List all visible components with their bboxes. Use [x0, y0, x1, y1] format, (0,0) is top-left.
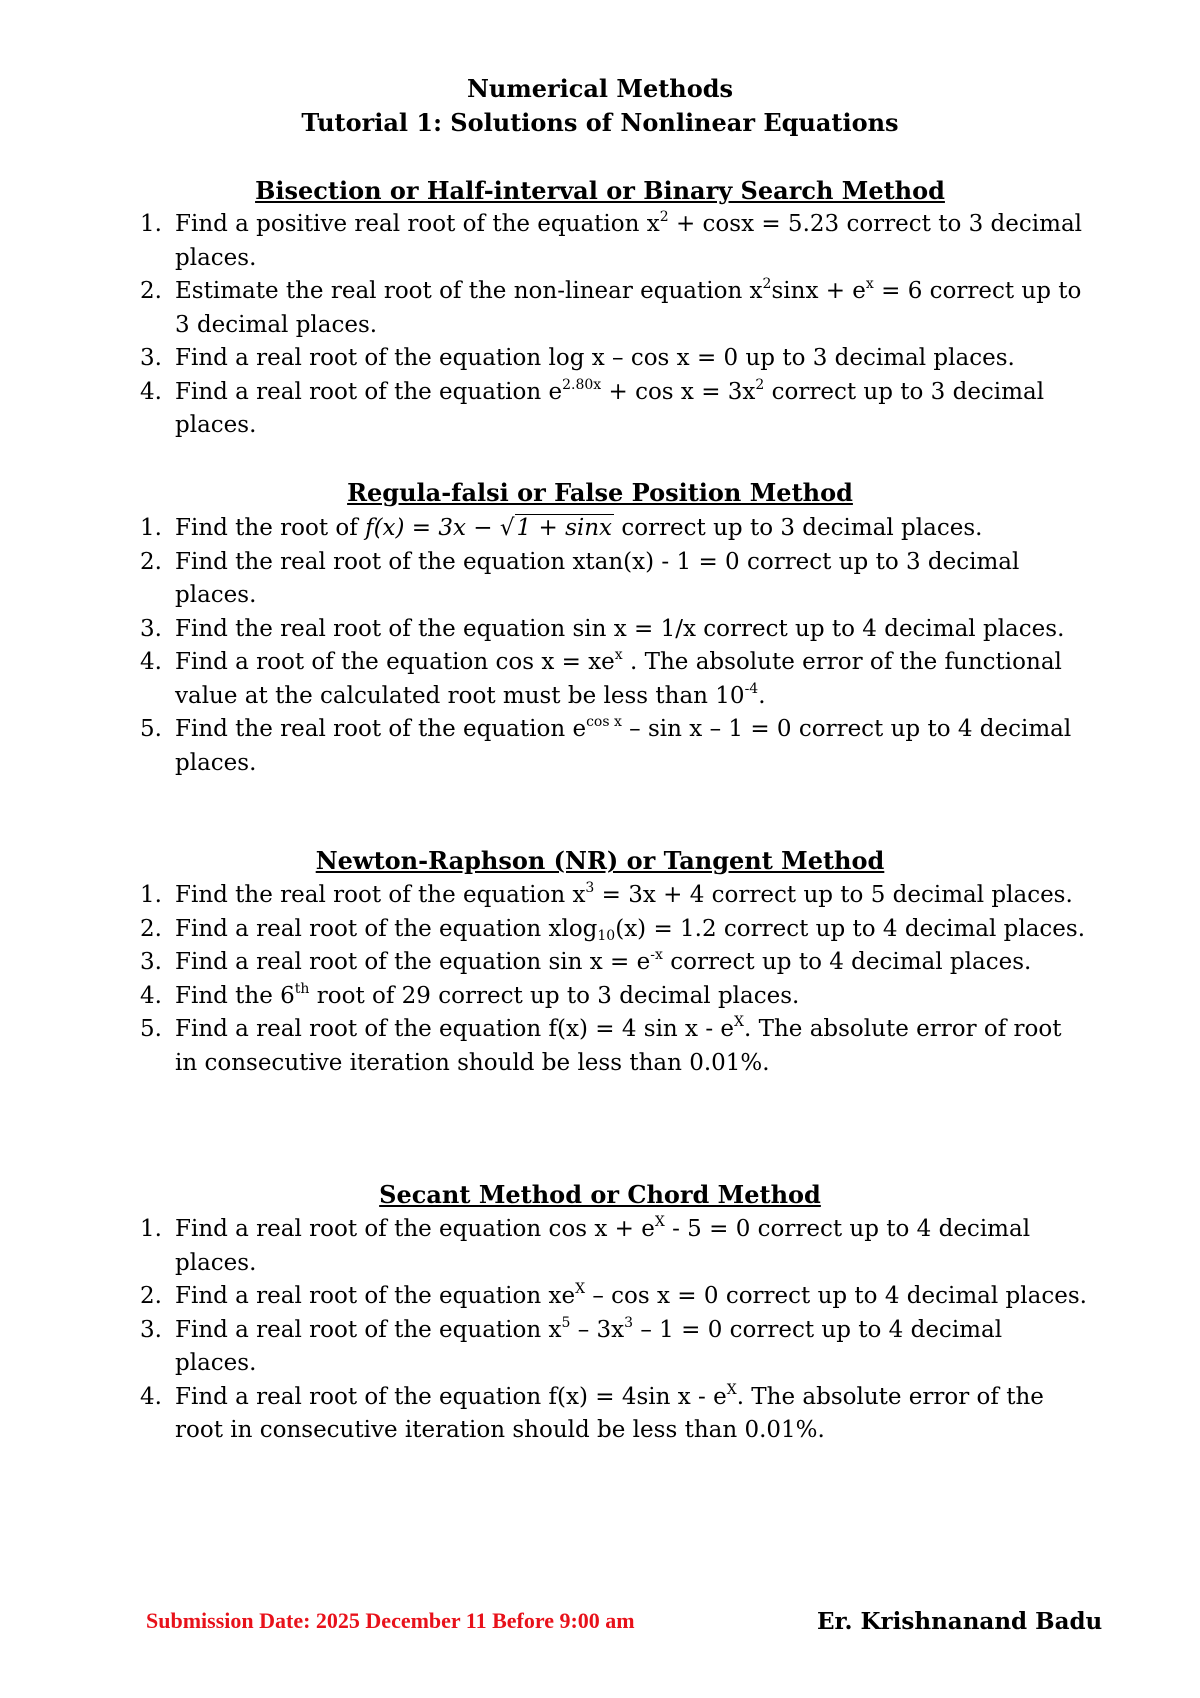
question-number: 4. — [140, 1383, 162, 1410]
question-item: 1. Find a real root of the equation $\cos x + e^X - 5 = 0$ correct up to 4 decimal places. — [140, 1214, 1031, 1276]
bisection-question-list — [140, 208, 1090, 443]
question-number: 2. — [140, 278, 162, 304]
section-heading-newton-raphson: Newton-Raphson (NR) or Tangent Method — [315, 846, 885, 875]
question-number: 1. — [140, 1216, 162, 1242]
question-item: 1. Find the real root of the equation $x^3 = 3x + 4$ correct up to 5 decimal places. — [140, 879, 1090, 913]
tutorial-title: Tutorial 1: Solutions of Nonlinear Equations — [301, 108, 899, 137]
math-expression: f(x) = 3x − √ — [365, 515, 515, 541]
section-heading-bisection: Bisection or Half-interval or Binary Search Method — [255, 176, 945, 205]
square-root-radicand: 1 + sinx — [516, 515, 613, 541]
question-item: 1. Find the root of f(x) = 3x − √1 + sinx correct up to 3 decimal places. — [140, 512, 1090, 546]
question-number: 3. — [140, 949, 162, 975]
question-number: 5. — [140, 1016, 162, 1042]
question-item: 3. Find the real root of the equation sin x = 1/x correct up to 4 decimal places. — [140, 613, 1090, 647]
question-number: 1. — [140, 211, 162, 237]
section-heading-secant: Secant Method or Chord Method — [379, 1180, 821, 1209]
question-item: 2. Find the real root of the equation xtan(x) - 1 = 0 correct up to 3 decimal places. — [140, 546, 1090, 613]
question-item: 4. Find a real root of the equation $e^{2.80x} + \cos x = 3x^2$ correct up to 3 decimal places. — [140, 376, 1045, 438]
question-number: 2. — [140, 1283, 162, 1309]
question-item: 4. Find a real root of the equation f(x) = 4sin x - $e^X$. The absolute error of the root in consecutive iteration should be less than 0.01%. — [140, 1381, 1044, 1443]
question-number: 1. — [140, 515, 162, 541]
submission-date: Submission Date: 2025 December 11 Before 9:00 am — [146, 1608, 635, 1633]
course-title: Numerical Methods — [466, 74, 734, 103]
question-number: 2. — [140, 915, 162, 942]
question-number: 3. — [140, 345, 162, 371]
question-number: 3. — [140, 615, 162, 642]
regula-falsi-question-list — [140, 512, 1090, 780]
question-item: 5. Find the real root of the equation $e^{cos x} - \sin x - 1 = 0$ correct up to 4 decimal places. — [140, 714, 1072, 776]
question-item: 4. Find the 6th root of 29 correct up to 3 decimal places. — [140, 980, 1090, 1014]
question-item: 5. Find a real root of the equation f(x) = 4 sin x - $e^X$. The absolute error of root in consecutive iteration should be less than 0.01%. — [140, 1014, 1062, 1076]
question-item: 1. Find a positive real root of the equation $x^2 + \cos x = 5.23$ correct to 3 decimal places. — [140, 209, 1083, 271]
question-number: 4. — [140, 649, 162, 675]
question-number: 4. — [140, 378, 162, 405]
question-item: 4. Find a root of the equation $\cos x = xe^x$ . The absolute error of the functional value at the calculated root must be less than $10^{-4}$. — [140, 647, 1062, 709]
question-item: 3. Find a real root of the equation log x – cos x = 0 up to 3 decimal places. — [140, 342, 1090, 376]
question-number: 4. — [140, 982, 162, 1009]
newton-raphson-question-list — [140, 879, 1090, 1080]
author-name: Er. Krishnanand Badu — [817, 1608, 1103, 1635]
question-item: 2. Estimate the real root of the non-linear equation $x^2\sin x + e^x = 6$ correct up to 3 decimal places. — [140, 276, 1082, 338]
question-item: 2. Find a real root of the equation xlog$_{10}$(x) = 1.2 correct up to 4 decimal places. — [140, 913, 1090, 947]
question-item: 2. Find a real root of the equation $xe^X - \cos x = 0$ correct up to 4 decimal places. — [140, 1280, 1090, 1314]
question-number: 5. — [140, 716, 162, 742]
question-number: 2. — [140, 548, 162, 575]
question-item: 3. Find a real root of the equation $\sin x = e^{-x}$ correct up to 4 decimal places. — [140, 946, 1090, 980]
question-number: 1. — [140, 882, 162, 908]
question-item: 3. Find a real root of the equation $x^5 - 3x^3 - 1 = 0$ correct up to 4 decimal places. — [140, 1314, 1003, 1376]
question-number: 3. — [140, 1316, 162, 1343]
secant-question-list — [140, 1213, 1090, 1448]
section-heading-regula-falsi: Regula-falsi or False Position Method — [347, 478, 853, 507]
